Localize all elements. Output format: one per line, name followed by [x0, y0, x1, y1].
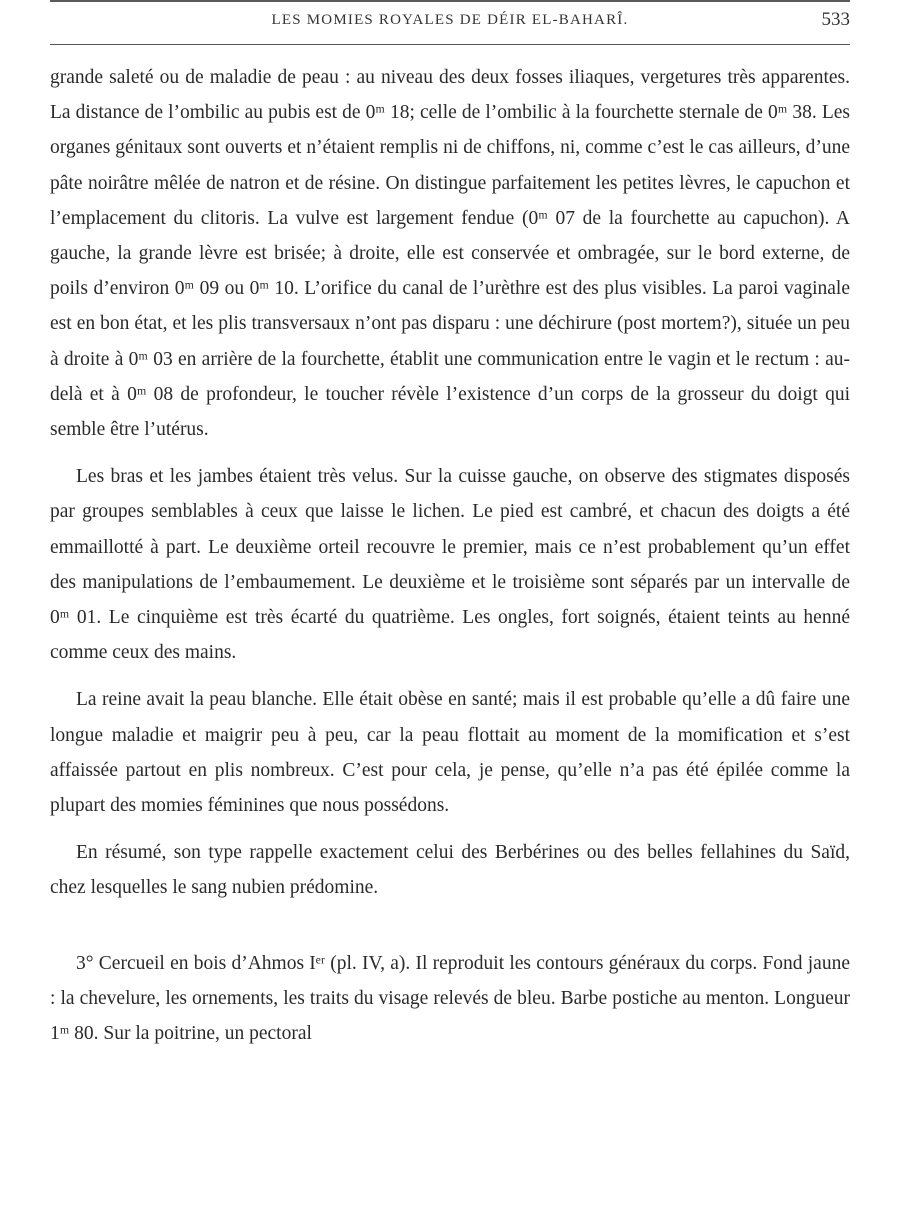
paragraph-coffin: 3° Cercueil en bois d’Ahmos Iᵉʳ (pl. IV, a). Il reproduit les contours généraux du corps. Fond jaune : la chevelure, les ornements, les traits du visage relevés de bleu. Barbe postiche au menton. Longueur 1ᵐ 80. Sur la poitrine, un pectoral: [50, 952, 850, 1045]
header-rule: [50, 44, 850, 45]
running-title: LES MOMIES ROYALES DE DÉIR EL-BAHARÎ.: [271, 12, 629, 28]
running-head: [50, 7, 850, 35]
paragraph-skin: La reine avait la peau blanche. Elle était obèse en santé; mais il est probable qu’elle a dû faire une longue maladie et maigrir peu à peu, car la peau flottait au moment de la momification et s’est affaissée partout en plis nombreux. C’est pour cela, je pense, qu’elle n’a pas été épilée comme la plupart des momies féminines que nous possédons.: [50, 689, 850, 817]
paragraph-summary: En résumé, son type rappelle exactement celui des Berbérines ou des belles fellahines du Saïd, chez lesquelles le sang nubien prédomine.: [50, 842, 850, 899]
book-page: [50, 0, 850, 1222]
top-border-rule: [50, 0, 850, 2]
paragraph-limbs: Les bras et les jambes étaient très velus. Sur la cuisse gauche, on observe des stigmates disposés par groupes semblables à ceux que laisse le lichen. Le pied est cambré, et chacun des doigts a été emmaillotté à part. Le deuxième orteil recouvre le premier, mais ce n’est probablement qu’un effet des manipulations de l’embaumement. Le deuxième et le troisième sont séparés par un intervalle de 0ᵐ 01. Le cinquième est très écarté du quatrième. Les ongles, fort soignés, étaient teints au henné comme ceux des mains.: [50, 466, 850, 664]
body-text: [50, 60, 850, 1051]
page-number: 533: [821, 9, 850, 30]
paragraph-continuation: grande saleté ou de maladie de peau : au niveau des deux fosses iliaques, vergetures très apparentes. La distance de l’ombilic au pubis est de 0ᵐ 18; celle de l’ombilic à la fourchette sternale de 0ᵐ 38. Les organes génitaux sont ouverts et n’étaient remplis ni de chiffons, ni, comme c’est le cas ailleurs, d’une pâte noirâtre mêlée de natron et de résine. On distingue parfaitement les petites lèvres, le capuchon et l’emplacement du clitoris. La vulve est largement fendue (0ᵐ 07 de la fourchette au capuchon). A gauche, la grande lèvre est brisée; à droite, elle est conservée et ombragée, sur le bord externe, de poils d’environ 0ᵐ 09 ou 0ᵐ 10. L’orifice du canal de l’urèthre est des plus visibles. La paroi vaginale est en bon état, et les plis transversaux n’ont pas disparu : une déchirure (post mortem?), située un peu à droite à 0ᵐ 03 en arrière de la fourchette, établit une communication entre le vagin et le rectum : au-delà et à 0ᵐ 08 de profondeur, le toucher révèle l’existence d’un corps de la grosseur du doigt qui semble être l’utérus.: [50, 67, 850, 441]
